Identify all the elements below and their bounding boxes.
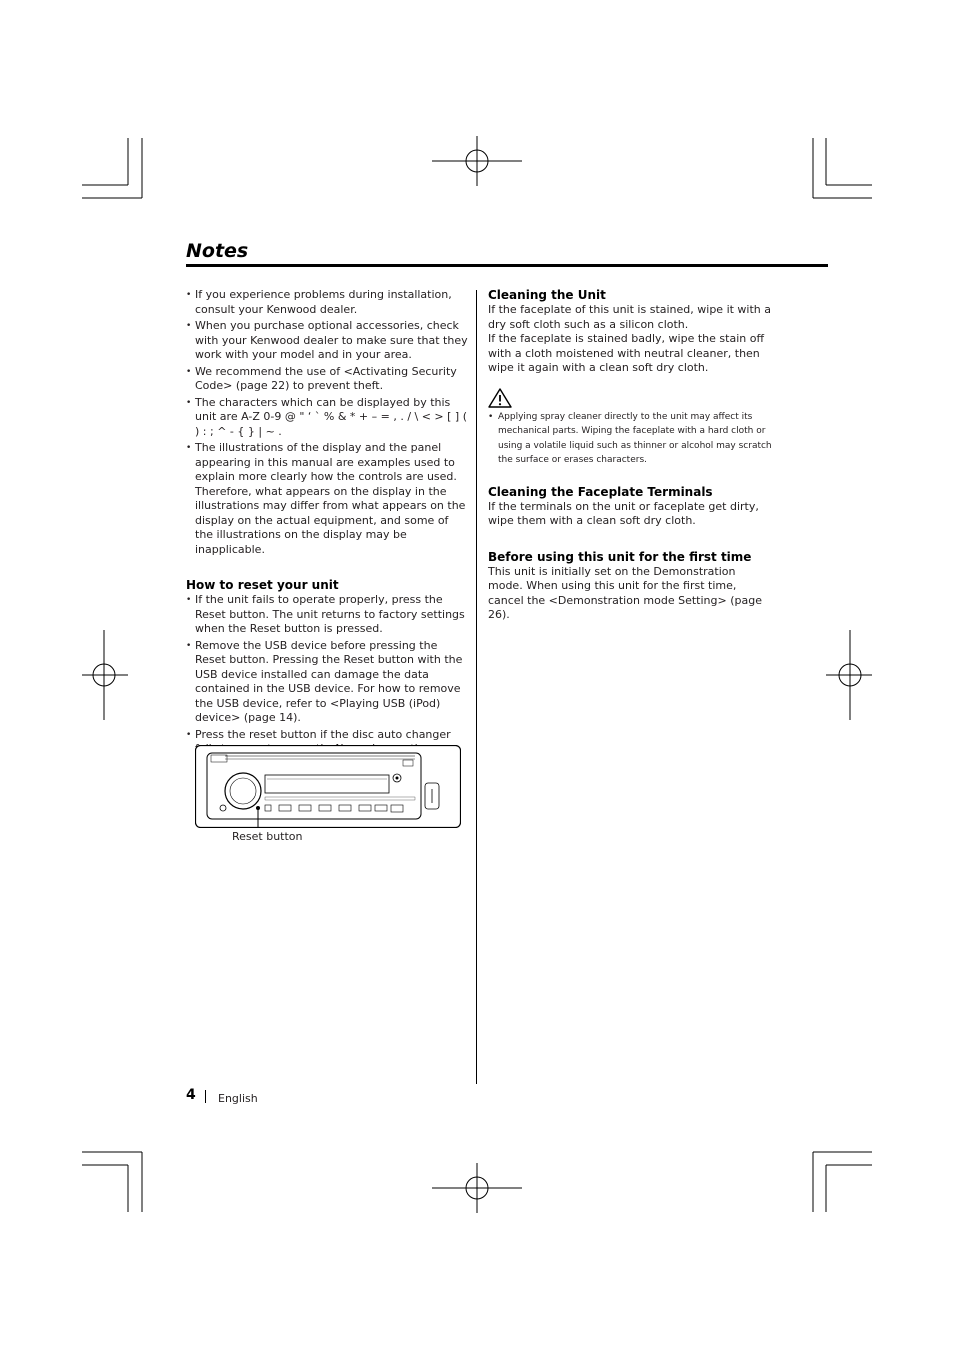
page-title: Notes [186,240,249,262]
column-divider [476,290,477,1084]
right-column [488,288,772,623]
list-item: • The characters which can be displayed by this unit are A-Z 0-9 @ " ‘ ` % & * + – = , . / \ < > [ ] ( ) : ; ^ - { } | ~ . [186,396,468,440]
terminals-text: If the terminals on the unit or faceplate get dirty, wipe them with a clean soft dry cloth. [488,499,759,527]
first-time-text: This unit is initially set on the Demonstration mode. When using this unit for the first time, cancel the <Demonstration mode Setting> (page 26). [488,564,762,621]
general-notes-list [186,288,468,557]
faceplate-illustration [195,745,461,828]
list-item: • We recommend the use of <Activating Security Code> (page 22) to prevent theft. [186,365,468,394]
page-number-divider [205,1090,206,1103]
reset-button-caption: Reset button [232,830,303,843]
cleaning-text-1: If the faceplate of this unit is stained, wipe it with a dry soft cloth such as a silicon cloth. [488,303,772,331]
cleaning-text-2: If the faceplate is stained badly, wipe the stain off with a cloth moistened with neutral cleaner, then wipe it again with a clean soft dry cloth. [488,332,765,374]
title-rule [186,264,828,267]
list-item: • If the unit fails to operate properly, press the Reset button. The unit returns to factory settings when the Reset button is pressed. [186,593,468,637]
caution-item: • Applying spray cleaner directly to the unit may affect its mechanical parts. Wiping the faceplate with a hard cloth or using a volatile liquid such as thinner or alcohol may scratch the surface or erases characters. [488,410,772,468]
reset-heading: How to reset your unit [186,578,339,592]
terminals-heading: Cleaning the Faceplate Terminals [488,484,713,499]
page-number: 4 [186,1087,196,1103]
language-label: English [218,1092,258,1105]
left-column [186,288,468,773]
list-item: • Press the reset button if the disc auto changer [186,728,468,772]
first-time-heading: Before using this unit for the first time [488,549,752,564]
list-item: • When you purchase optional accessories, check with your Kenwood dealer to make sure that they work with your model and in your area. [186,319,468,363]
cleaning-heading: Cleaning the Unit [488,288,606,302]
list-item: • The illustrations of the display and the panel appearing in this manual are examples used to explain more clearly how the controls are used. Therefore, what appears on the display in the illustrations may differ from what appears on the display on the actual equipment, and some of the illustrations on the display may be inapplicable. [186,441,468,557]
list-item: • Remove the USB device before pressing the Reset button. Pressing the Reset button with the USB device installed can damage the data contained in the USB device. For how to remove the USB device, refer to <Playing USB (iPod) device> (page 14). [186,639,468,726]
list-item: • If you experience problems during installation, consult your Kenwood dealer. [186,288,468,317]
warning-triangle-icon [488,388,512,408]
caution-list [488,410,772,468]
